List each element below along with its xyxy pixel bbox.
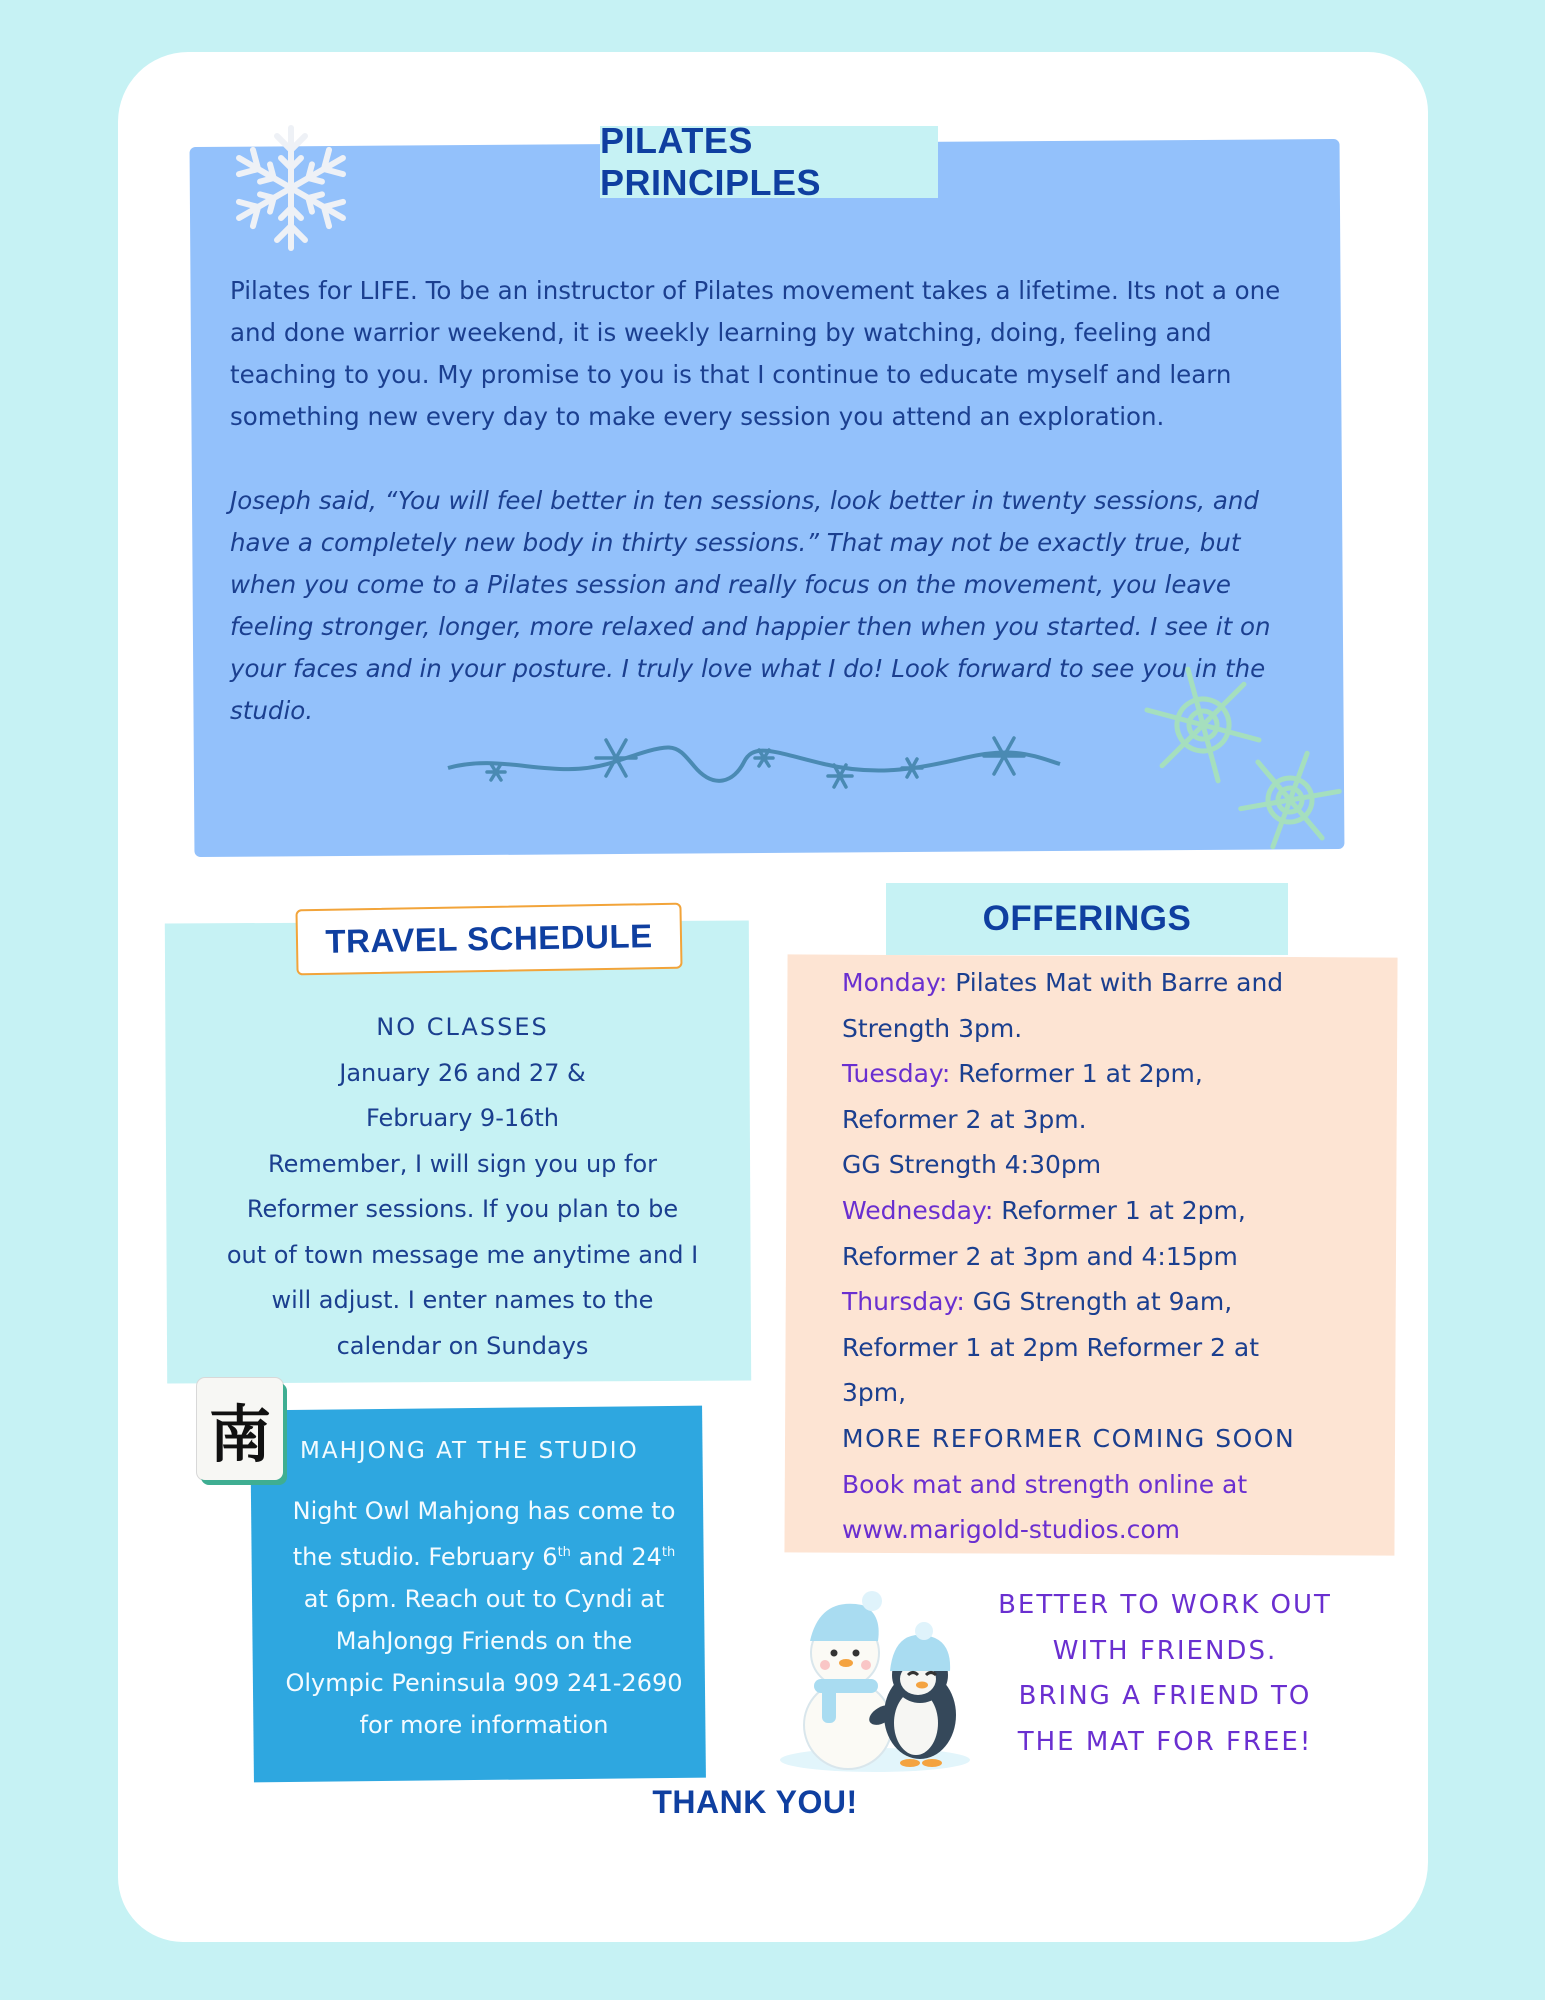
green-snowflakes-icon: [1128, 660, 1354, 860]
offerings-title: OFFERINGS: [982, 899, 1192, 938]
offering-website-link[interactable]: www.marigold-studios.com: [842, 1515, 1181, 1545]
travel-body: [190, 1005, 735, 1369]
travel-line: February 9-16th: [365, 1104, 560, 1132]
offerings-body: [842, 960, 1382, 1553]
offering-wednesday: Wednesday: Reformer 1 at 2pm,: [842, 1195, 1246, 1225]
friends-line: BETTER TO WORK OUT: [998, 1590, 1332, 1620]
travel-title: TRAVEL SCHEDULE: [295, 903, 682, 976]
mahjong-title: MAHJONG AT THE STUDIO: [300, 1438, 639, 1464]
mahjong-line: at 6pm. Reach out to Cyndi at: [303, 1585, 665, 1613]
friends-line: THE MAT FOR FREE!: [1017, 1726, 1313, 1757]
thank-you-heading: THANK YOU!: [652, 1784, 858, 1820]
snowflake-icon: [226, 118, 356, 258]
offering-thursday: Thursday: GG Strength at 9am,: [842, 1287, 1233, 1317]
offering-monday: Monday: Pilates Mat with Barre and: [842, 968, 1284, 997]
offering-line: GG Strength 4:30pm: [842, 1150, 1102, 1180]
snowman-penguin-icon: [770, 1575, 980, 1775]
offering-line: Strength 3pm.: [842, 1013, 1023, 1043]
travel-line: calendar on Sundays: [336, 1331, 589, 1360]
offering-booking: Book mat and strength online at: [842, 1469, 1248, 1499]
pilates-paragraph-1: Pilates for LIFE. To be an instructor of Pilates movement takes a lifetime. Its not a one and done warrior weekend, it is weekly learning by watching, doing, feeling and teaching to you. My promise to you is that I continue to educate myself and learn something new every day to make every session you attend an exploration.: [230, 276, 1281, 431]
travel-line: Reformer sessions. If you plan to be: [246, 1195, 679, 1223]
offering-line: Reformer 2 at 3pm and 4:15pm: [842, 1241, 1238, 1271]
mahjong-line: Night Owl Mahjong has come to: [292, 1497, 676, 1525]
travel-line: January 26 and 27 &: [339, 1058, 586, 1087]
offering-line: Reformer 1 at 2pm Reformer 2 at: [842, 1332, 1260, 1362]
offering-line: Reformer 2 at 3pm.: [842, 1104, 1087, 1134]
travel-line: Remember, I will sign you up for: [267, 1149, 658, 1178]
friends-line: BRING A FRIEND TO: [1018, 1681, 1312, 1711]
snowflake-vine-divider-icon: [444, 722, 1064, 792]
mahjong-line: Olympic Peninsula 909 241-2690: [285, 1669, 683, 1697]
pilates-paragraph-2: Joseph said, “You will feel better in ten sessions, look better in twenty sessions, and have a completely new body in thirty sessions.” That may not be exactly true, but when you come to a Pilates session and really focus on the movement, you leave feeling stronger, longer, more relaxed and happier then when you started. I see it on your faces and in your posture. I truly love what I do! Look forward to see you in the studio.: [230, 486, 1271, 725]
friends-line: WITH FRIENDS.: [1052, 1635, 1278, 1666]
offering-coming-soon: MORE REFORMER COMING SOON: [842, 1423, 1296, 1453]
offering-tuesday: Tuesday: Reformer 1 at 2pm,: [842, 1059, 1203, 1089]
mahjong-line: MahJongg Friends on the: [335, 1627, 633, 1655]
travel-line: out of town message me anytime and I: [226, 1240, 699, 1269]
travel-line: will adjust. I enter names to the: [271, 1286, 654, 1314]
offering-line: 3pm,: [842, 1378, 907, 1408]
pilates-title: PILATES PRINCIPLES: [600, 120, 822, 203]
friends-message: [990, 1583, 1340, 1765]
travel-line: NO CLASSES: [376, 1013, 549, 1041]
mahjong-line: for more information: [359, 1711, 609, 1739]
mahjong-body: [262, 1490, 706, 1746]
mahjong-line: the studio. February 6th and 24th: [292, 1543, 676, 1571]
mahjong-tile-icon: 南: [197, 1378, 283, 1480]
